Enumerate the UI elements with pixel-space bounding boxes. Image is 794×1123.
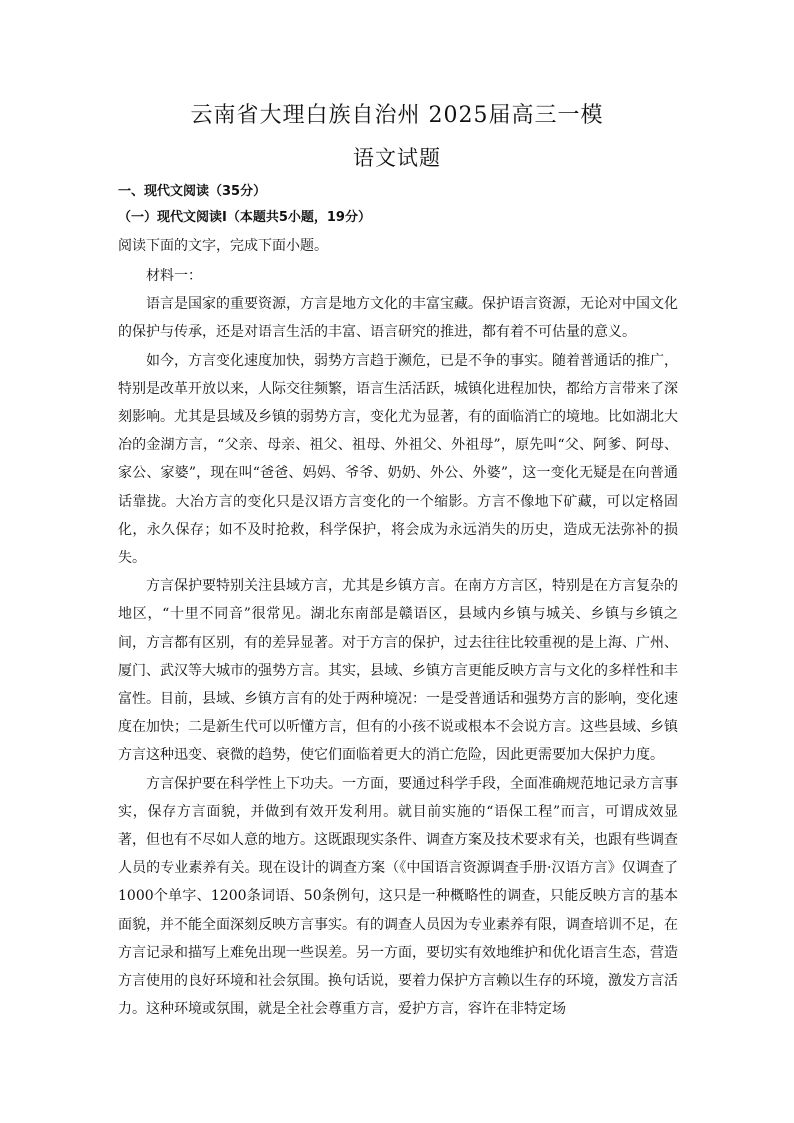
exam-title: 云南省大理白族自治州 2025届高三一模 <box>190 103 604 128</box>
passage-body <box>118 262 678 1023</box>
section-heading-part1-1: （一）现代文阅读Ⅰ（本题共5小题，19分） <box>118 210 371 225</box>
reading-instruction: 阅读下面的文字，完成下面小题。 <box>118 238 328 254</box>
paragraph-1: 语言是国家的重要资源，方言是地方文化的丰富宝藏。保护语言资源，无论对中国文化的保护与传承，还是对语言生活的丰富、语言研究的推进，都有着不可估量的意义。 <box>118 296 678 341</box>
paragraph-2: 如今，方言变化速度加快，弱势方言趋于濒危，已是不争的事实。随着普通话的推广，特别是改革开放以来，人际交往频繁，语言生活活跃，城镇化进程加快，都给方言带来了深刻影响。尤其是县域及乡镇的弱势方言，变化尤为显著，有的面临消亡的境地。比如湖北大冶的金湖方言，“父亲、母亲、祖父、祖母、外祖父、外祖母”，原先叫“父、阿爹、阿母、家公、家婆”，现在叫“爸爸、妈妈、爷爷、奶奶、外公、外婆”，这一变化无疑是在向普通话靠拢。大冶方言的变化只是汉语方言变化的一个缩影。方言不像地下矿藏，可以定格固化，永久保存；如不及时抢救，科学保护，将会成为永远消失的历史，造成无法弥补的损失。 <box>118 352 678 567</box>
paragraph-3: 方言保护要特别关注县域方言，尤其是乡镇方言。在南方方言区，特别是在方言复杂的地区，“十里不同音”很常见。湖北东南部是赣语区，县域内乡镇与城关、乡镇与乡镇之间，方言都有区别，有的差异显著。对于方言的保护，过去往往比较重视的是上海、广州、厦门、武汉等大城市的强势方言。其实，县域、乡镇方言更能反映方言与文化的多样性和丰富性。目前，县域、乡镇方言有的处于两种境况：一是受普通话和强势方言的影响，变化速度在加快；二是新生代可以听懂方言，但有的小孩不说或根本不会说方言。这些县域、乡镇方言这种迅变、衰微的趋势，使它们面临着更大的消亡危险，因此更需要加大保护力度。 <box>118 578 678 764</box>
exam-subtitle: 语文试题 <box>353 146 441 170</box>
paragraph-4: 方言保护要在科学性上下功夫。一方面，要通过科学手段，全面准确规范地记录方言事实，保存方言面貌，并做到有效开发利用。就目前实施的“语保工程”而言，可谓成效显著，但也有不尽如人意的地方。这既跟现实条件、调查方案及技术要求有关，也跟有些调查人员的专业素养有关。现在设计的调查方案（《中国语言资源调查手册·汉语方言》仅调查了1000个单字、1200条词语、50条例句，这只是一种概略性的调查，只能反映方言的基本面貌，并不能全面深刻反映方言事实。有的调查人员因为专业素养有限，调查培训不足，在方言记录和描写上难免出现一些误差。另一方面，要切实有效地维护和优化语言生态，营造方言使用的良好环境和社会氛围。换句话说，要着力保护方言赖以生存的环境，激发方言活力。这种环境或氛围，就是全社会尊重方言，爱护方言，容许在非特定场 <box>118 775 678 1018</box>
section-heading-part1: 一、现代文阅读（35分） <box>118 184 267 199</box>
material-label: 材料一： <box>146 268 202 284</box>
